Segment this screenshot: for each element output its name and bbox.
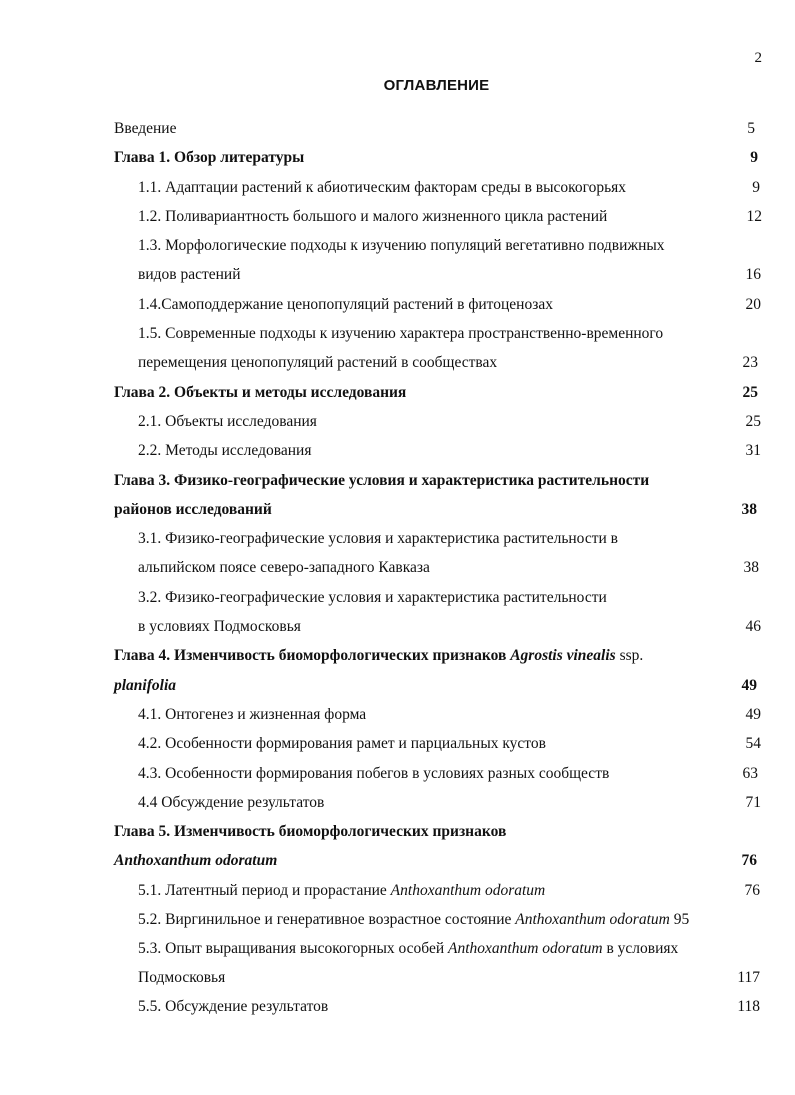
toc-section-5-3-cont[interactable]: Подмосковья (138, 969, 226, 986)
toc-page: 63 (742, 765, 758, 782)
toc-section-5-1-pre: 5.1. Латентный период и прорастание (138, 882, 391, 899)
toc-section-2-2[interactable]: 2.2. Методы исследования (138, 442, 312, 459)
toc-chapter-1[interactable]: Глава 1. Обзор литературы (114, 149, 305, 166)
toc-page: 118 (737, 998, 760, 1015)
toc-chapter-3-cont[interactable]: районов исследований (114, 501, 272, 518)
toc-page: 9 (750, 149, 758, 166)
toc-chapter-2[interactable]: Глава 2. Объекты и методы исследования (114, 384, 407, 401)
toc-page: 117 (737, 969, 760, 986)
toc-chapter-5-cont[interactable] (114, 851, 277, 871)
toc-page: 46 (745, 618, 761, 635)
toc-chapter-3[interactable]: Глава 3. Физико-географические условия и характеристика растительности (114, 472, 650, 489)
toc-page: 20 (745, 296, 761, 313)
toc-section-1-4[interactable]: 1.4.Самоподдержание ценопопуляций растений в фитоценозах (138, 296, 553, 313)
toc-page: 16 (745, 266, 761, 283)
toc-section-5-2-page: 95 (669, 911, 690, 928)
toc-section-1-2[interactable]: 1.2. Поливариантность большого и малого жизненного цикла растений (138, 208, 608, 225)
toc-section-4-3[interactable]: 4.3. Особенности формирования побегов в условиях разных сообществ (138, 765, 610, 782)
toc-species-name: planifolia (114, 677, 177, 694)
toc-section-5-2-pre: 5.2. Виргинильное и генеративное возрастное состояние (138, 911, 516, 928)
toc-section-5-3-pre: 5.3. Опыт выращивания высокогорных особей (138, 940, 449, 957)
toc-section-1-3-cont[interactable]: видов растений (138, 266, 241, 283)
toc-section-1-3[interactable]: 1.3. Морфологические подходы к изучению популяций вегетативно подвижных (138, 237, 665, 254)
toc-page: 76 (741, 852, 757, 869)
toc-title: ОГЛАВЛЕНИЕ (383, 77, 490, 94)
toc-page: 9 (752, 179, 760, 196)
toc-chapter-4-pre: Глава 4. Изменчивость биоморфологических признаков (114, 647, 511, 664)
toc-section-2-1[interactable]: 2.1. Объекты исследования (138, 413, 317, 430)
toc-page: 49 (745, 706, 761, 723)
toc-page: 25 (745, 413, 761, 430)
toc-chapter-4-cont[interactable] (114, 676, 176, 696)
toc-species-name: Agrostis vinealis (510, 647, 616, 664)
toc-section-3-1-cont[interactable]: альпийском поясе северо-западного Кавказа (138, 559, 430, 576)
toc-page: 76 (744, 882, 760, 899)
toc-species-name: Anthoxanthum odoratum (114, 852, 278, 869)
page-number: 2 (754, 50, 762, 66)
toc-page: 38 (743, 559, 759, 576)
toc-chapter-4-post: ssp. (615, 647, 644, 664)
toc-page: 5 (747, 120, 755, 137)
toc-section-4-1[interactable]: 4.1. Онтогенез и жизненная форма (138, 706, 367, 723)
toc-page: 71 (745, 794, 761, 811)
toc-species-name: Anthoxanthum odoratum (448, 940, 603, 957)
toc-section-3-1[interactable]: 3.1. Физико-географические условия и характеристика растительности в (138, 530, 618, 547)
toc-page: 23 (742, 354, 758, 371)
toc-section-5-1[interactable] (138, 881, 545, 901)
toc-chapter-5[interactable]: Глава 5. Изменчивость биоморфологических признаков (114, 823, 507, 840)
toc-species-name: Anthoxanthum odoratum (515, 911, 670, 928)
toc-section-5-2[interactable] (138, 910, 689, 930)
toc-section-4-2[interactable]: 4.2. Особенности формирования рамет и парциальных кустов (138, 735, 546, 752)
toc-section-5-5[interactable]: 5.5. Обсуждение результатов (138, 998, 329, 1015)
toc-page: 38 (741, 501, 757, 518)
toc-chapter-4[interactable] (114, 646, 643, 666)
toc-section-5-3-post: в условиях (602, 940, 679, 957)
toc-entry-intro[interactable]: Введение (114, 120, 177, 137)
toc-section-1-1[interactable]: 1.1. Адаптации растений к абиотическим факторам среды в высокогорьях (138, 179, 627, 196)
toc-page: 31 (745, 442, 761, 459)
toc-section-4-4[interactable]: 4.4 Обсуждение результатов (138, 794, 325, 811)
toc-section-3-2-cont[interactable]: в условиях Подмосковья (138, 618, 301, 635)
toc-page: 54 (745, 735, 761, 752)
toc-page: 49 (741, 677, 757, 694)
toc-section-1-5-cont[interactable]: перемещения ценопопуляций растений в сообществах (138, 354, 498, 371)
toc-section-3-2[interactable]: 3.2. Физико-географические условия и характеристика растительности (138, 589, 607, 606)
toc-section-5-3[interactable] (138, 939, 678, 959)
toc-page: 25 (742, 384, 758, 401)
toc-section-1-5[interactable]: 1.5. Современные подходы к изучению характера пространственно-временного (138, 325, 664, 342)
toc-species-name: Anthoxanthum odoratum (390, 882, 546, 899)
toc-page: 12 (746, 208, 762, 225)
